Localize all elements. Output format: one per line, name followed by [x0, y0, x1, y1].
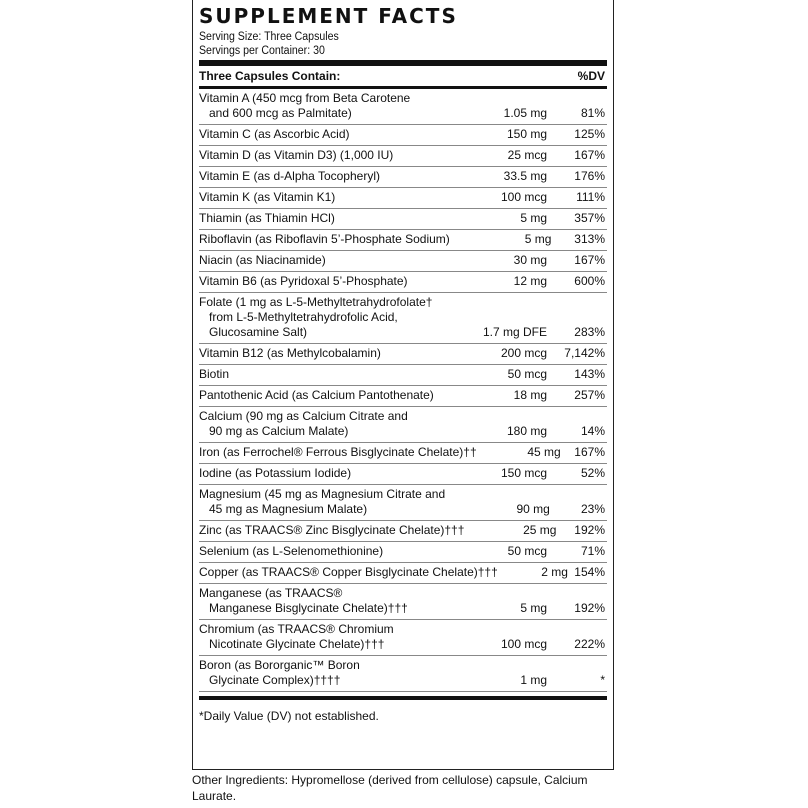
nutrient-name: [199, 169, 437, 184]
nutrient-name: [199, 232, 450, 247]
nutrient-name: [199, 565, 498, 580]
header-contain: Three Capsules Contain:: [199, 69, 341, 83]
nutrient-name-line: Vitamin B12 (as Methylcobalamin): [199, 346, 381, 360]
nutrient-row: [199, 656, 607, 692]
nutrient-name: [199, 127, 437, 142]
nutrient-amount: 45 mg: [527, 445, 561, 459]
nutrient-dv: 7,142%: [564, 346, 605, 360]
nutrient-name: [199, 445, 477, 460]
nutrient-name-line: Vitamin E (as d-Alpha Tocopheryl): [199, 169, 380, 183]
nutrient-name-line: Nicotinate Glycinate Chelate)†††: [209, 637, 385, 651]
nutrient-row: [199, 563, 607, 584]
nutrient-dv: 81%: [580, 106, 605, 120]
nutrient-name-line: Vitamin B6 (as Pyridoxal 5’-Phosphate): [199, 274, 408, 288]
nutrient-dv: 167%: [574, 253, 605, 267]
nutrient-dv: 52%: [580, 466, 605, 480]
nutrient-amount: 100 mcg: [500, 190, 547, 204]
nutrient-amount: 150 mcg: [500, 466, 547, 480]
nutrient-name: [199, 523, 464, 538]
serving-size: Serving Size: Three Capsules: [199, 31, 339, 43]
nutrient-name: [199, 91, 437, 121]
nutrient-dv: 192%: [574, 601, 605, 615]
header-dv: %DV: [577, 69, 605, 83]
nutrient-dv: *: [600, 673, 605, 687]
nutrient-name-line: Glycinate Complex)††††: [209, 673, 341, 687]
nutrient-row: [199, 89, 607, 125]
nutrient-dv: 23%: [580, 502, 605, 516]
nutrient-amount: 200 mcg: [500, 346, 547, 360]
nutrient-name-line: Vitamin K (as Vitamin K1): [199, 190, 336, 204]
servings-per-container: Servings per Container: 30: [199, 45, 325, 57]
nutrient-name: [199, 274, 437, 289]
nutrient-name: [199, 295, 437, 340]
nutrient-row: [199, 146, 607, 167]
nutrient-row: [199, 485, 607, 521]
nutrient-dv: 357%: [574, 211, 605, 225]
nutrient-name-line: Vitamin A (450 mcg from Beta Carotene: [199, 91, 411, 105]
nutrient-name-line: Copper (as TRAACS® Copper Bisglycinate Chelate)†††: [199, 565, 498, 579]
nutrient-amount: 5 mg: [520, 211, 547, 225]
nutrient-dv: 176%: [574, 169, 605, 183]
nutrient-name: [199, 367, 437, 382]
nutrient-row: [199, 293, 607, 344]
nutrient-amount: 1 mg: [520, 673, 547, 687]
nutrient-name-line: Pantothenic Acid (as Calcium Pantothenate): [199, 388, 434, 402]
nutrient-name-line: Calcium (90 mg as Calcium Citrate and: [199, 409, 408, 423]
nutrient-amount: 90 mg: [516, 502, 550, 516]
other-ingredients: Other Ingredients: Hypromellose (derived from cellulose) capsule, Calcium Laurate.: [192, 773, 588, 803]
nutrient-name-line: Thiamin (as Thiamin HCl): [199, 211, 335, 225]
nutrient-dv: 222%: [574, 637, 605, 651]
nutrient-dv: 167%: [574, 445, 605, 459]
nutrient-dv: 313%: [574, 232, 605, 246]
nutrient-row: [199, 167, 607, 188]
nutrient-row: [199, 230, 607, 251]
nutrient-amount: 2 mg: [541, 565, 568, 579]
nutrient-name-line: Boron (as Bororganic™ Boron: [199, 658, 360, 672]
nutrient-amount: 100 mcg: [500, 637, 547, 651]
nutrient-name: [199, 346, 437, 361]
nutrient-name-line: Folate (1 mg as L-5-Methyltetrahydrofolate†: [199, 295, 433, 309]
column-header: [199, 66, 607, 86]
nutrient-name: [199, 622, 437, 652]
nutrient-dv: 192%: [574, 523, 605, 537]
footnote: *Daily Value (DV) not established.: [199, 709, 379, 723]
nutrient-name-line: Riboflavin (as Riboflavin 5’-Phosphate Sodium): [199, 232, 450, 246]
nutrient-dv: 154%: [574, 565, 605, 579]
supplement-facts-panel: [192, 0, 614, 770]
nutrient-name-line: Niacin (as Niacinamide): [199, 253, 326, 267]
nutrient-row: [199, 584, 607, 620]
nutrient-row: [199, 386, 607, 407]
nutrient-dv: 143%: [574, 367, 605, 381]
nutrient-amount: 50 mcg: [507, 544, 547, 558]
nutrient-name-line: Zinc (as TRAACS® Zinc Bisglycinate Chelate)†††: [199, 523, 465, 537]
nutrient-dv: 283%: [574, 325, 605, 339]
nutrient-amount: 12 mg: [513, 274, 547, 288]
nutrient-name: [199, 586, 437, 616]
nutrient-dv: 167%: [574, 148, 605, 162]
panel-inner: [199, 0, 607, 724]
nutrient-name: [199, 148, 437, 163]
nutrient-amount: 18 mg: [513, 388, 547, 402]
nutrient-row: [199, 125, 607, 146]
nutrient-amount: 5 mg: [520, 601, 547, 615]
nutrient-amount: 180 mg: [506, 424, 547, 438]
nutrient-name-line: Biotin: [199, 367, 230, 381]
nutrient-name-line: Iron (as Ferrochel® Ferrous Bisglycinate Chelate)††: [199, 445, 477, 459]
nutrient-name: [199, 409, 437, 439]
nutrient-amount: 25 mcg: [507, 148, 547, 162]
nutrient-name-line: Manganese Bisglycinate Chelate)†††: [209, 601, 408, 615]
nutrient-row: [199, 209, 607, 230]
nutrient-row: [199, 188, 607, 209]
nutrient-row: [199, 464, 607, 485]
nutrient-amount: 1.05 mg: [503, 106, 547, 120]
nutrient-name-line: Selenium (as L-Selenomethionine): [199, 544, 384, 558]
nutrient-amount: 33.5 mg: [503, 169, 547, 183]
nutrient-name-line: Vitamin D (as Vitamin D3) (1,000 IU): [199, 148, 394, 162]
nutrient-name-line: Glucosamine Salt): [209, 325, 308, 339]
nutrient-amount: 1.7 mg DFE: [482, 325, 547, 339]
nutrient-name-line: Chromium (as TRAACS® Chromium: [199, 622, 394, 636]
nutrient-name: [199, 211, 437, 226]
nutrient-row: [199, 272, 607, 293]
nutrient-name-line: Magnesium (45 mg as Magnesium Citrate and: [199, 487, 446, 501]
nutrient-name: [199, 190, 437, 205]
nutrient-row: [199, 251, 607, 272]
nutrient-name-line: from L-5-Methyltetrahydrofolic Acid,: [209, 310, 398, 324]
nutrient-name: [199, 466, 437, 481]
nutrient-name-line: Iodine (as Potassium Iodide): [199, 466, 352, 480]
nutrient-dv: 71%: [580, 544, 605, 558]
nutrient-name-line: Manganese (as TRAACS®: [199, 586, 343, 600]
nutrient-dv: 111%: [576, 190, 605, 204]
nutrient-row: [199, 542, 607, 563]
nutrient-name: [199, 487, 445, 517]
nutrient-row: [199, 521, 607, 542]
nutrient-name-line: 90 mg as Calcium Malate): [209, 424, 349, 438]
nutrient-name-line: 45 mg as Magnesium Malate): [209, 502, 368, 516]
nutrient-amount: 150 mg: [506, 127, 547, 141]
nutrient-amount: 30 mg: [513, 253, 547, 267]
nutrient-dv: 257%: [574, 388, 605, 402]
nutrient-name-line: Vitamin C (as Ascorbic Acid): [199, 127, 350, 141]
nutrient-amount: 50 mcg: [507, 367, 547, 381]
nutrient-name: [199, 388, 437, 403]
nutrient-dv: 125%: [574, 127, 605, 141]
nutrient-dv: 14%: [580, 424, 605, 438]
nutrient-dv: 600%: [574, 274, 605, 288]
nutrient-name-line: and 600 mcg as Palmitate): [209, 106, 352, 120]
nutrient-name: [199, 544, 437, 559]
nutrient-row: [199, 407, 607, 443]
nutrient-amount: 5 mg: [524, 232, 552, 246]
panel-title: SUPPLEMENT FACTS: [199, 4, 458, 28]
nutrient-row: [199, 365, 607, 386]
nutrient-row: [199, 620, 607, 656]
nutrient-rows: [199, 89, 607, 692]
nutrient-amount: 25 mg: [523, 523, 557, 537]
nutrient-row: [199, 344, 607, 365]
nutrient-name: [199, 253, 437, 268]
nutrient-name: [199, 658, 437, 688]
nutrient-row: [199, 443, 607, 464]
